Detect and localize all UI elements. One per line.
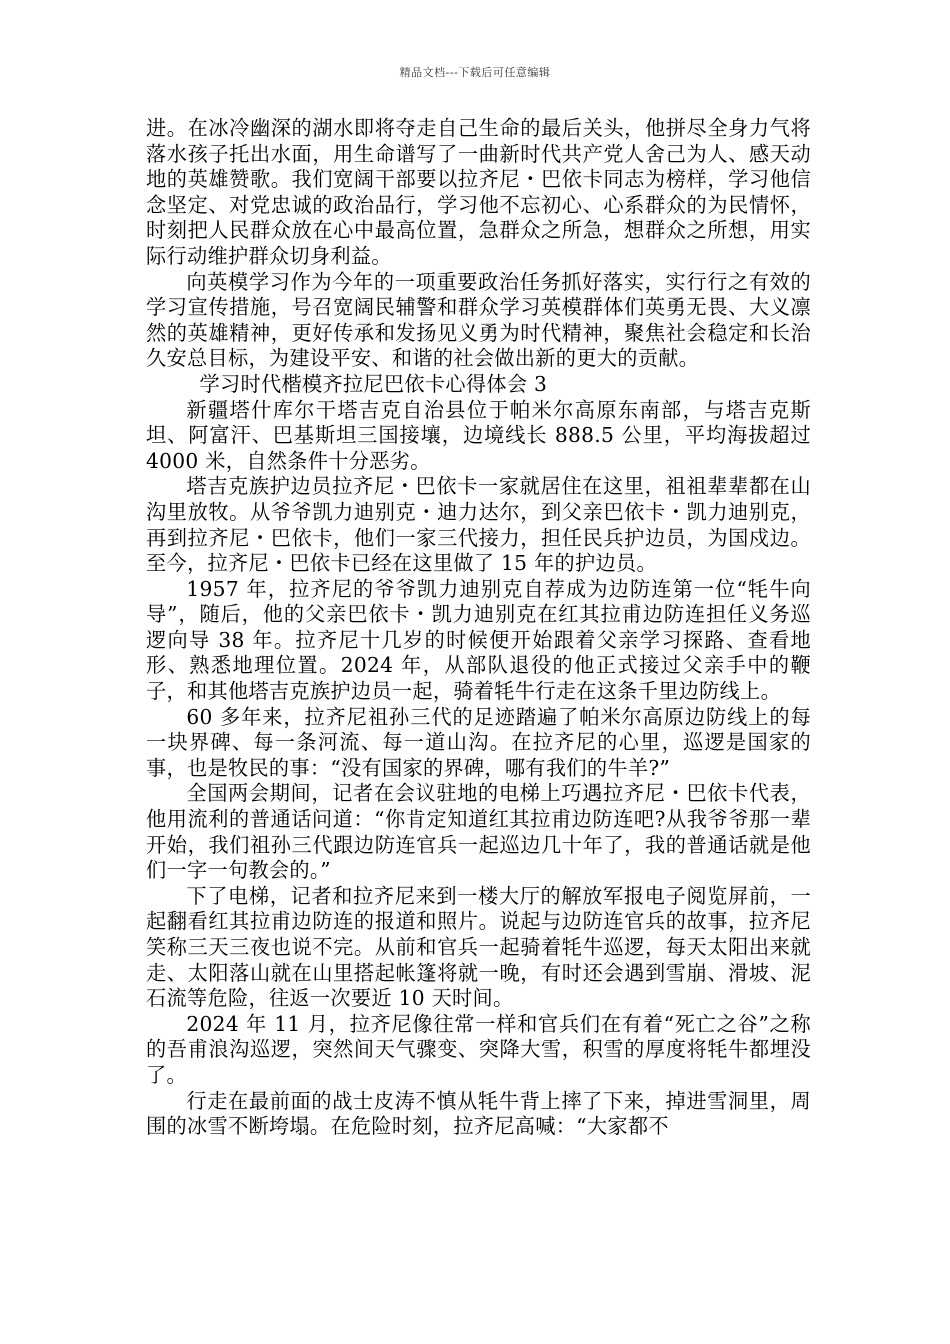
paragraph-5: 1957 年，拉齐尼的爷爷凯力迪别克自荐成为边防连第一位“牦牛向导”，随后，他的父亲巴依卡・凯力迪别克在红其拉甫边防连担任义务巡逻向导 38 年。拉齐尼十几岁的时候便开始跟着父亲学习探路、查看地形、熟悉地理位置。2024 年，从部队退役的他正式接过父亲手中的鞭子，和其他塔吉克族护边员一起，骑着牦牛行走在这条千里边防线上。 xyxy=(146,576,811,704)
section-title: 学习时代楷模齐拉尼巴依卡心得体会 3 xyxy=(199,371,548,396)
paragraph-10: 行走在最前面的战士皮涛不慎从牦牛背上摔了下来，掉进雪洞里，周围的冰雪不断垮塌。在危险时刻，拉齐尼高喊：“大家都不 xyxy=(146,1088,811,1139)
paragraph-8: 下了电梯，记者和拉齐尼来到一楼大厅的解放军报电子阅览屏前，一起翻看红其拉甫边防连的报道和照片。说起与边防连官兵的故事，拉齐尼笑称三天三夜也说不完。从前和官兵一起骑着牦牛巡逻，每天太阳出来就走、太阳落山就在山里搭起帐篷将就一晚，有时还会遇到雪崩、滑坡、泥石流等危险，往返一次要近 10 天时间。 xyxy=(146,883,811,1011)
document-body xyxy=(146,116,811,1140)
paragraph-1: 进。在冰冷幽深的湖水即将夺走自己生命的最后关头，他拼尽全身力气将落水孩子托出水面，用生命谱写了一曲新时代共产党人舍己为人、感天动地的英雄赞歌。我们宽阔干部要以拉齐尼・巴依卡同志为榜样，学习他信念坚定、对党忠诚的政治品行，学习他不忘初心、心系群众的为民情怀，时刻把人民群众放在心中最高位置，急群众之所急，想群众之所想，用实际行动维护群众切身利益。 xyxy=(146,116,811,268)
paragraph-9: 2024 年 11 月，拉齐尼像往常一样和官兵们在有着“死亡之谷”之称的吾甫浪沟巡逻，突然间天气骤变、突降大雪，积雪的厚度将牦牛都埋没了。 xyxy=(146,1011,811,1087)
paragraph-3: 新疆塔什库尔干塔吉克自治县位于帕米尔高原东南部，与塔吉克斯坦、阿富汗、巴基斯坦三国接壤，边境线长 888.5 公里，平均海拔超过 4000 米，自然条件十分恶劣。 xyxy=(146,397,811,473)
paragraph-6: 60 多年来，拉齐尼祖孙三代的足迹踏遍了帕米尔高原边防线上的每一块界碑、每一条河流、每一道山沟。在拉齐尼的心里，巡逻是国家的事，也是牧民的事：“没有国家的界碑，哪有我们的牛羊?” xyxy=(146,704,811,780)
paragraph-2: 向英模学习作为今年的一项重要政治任务抓好落实，实行行之有效的学习宣传措施，号召宽阔民辅警和群众学习英模群体们英勇无畏、大义凛然的英雄精神，更好传承和发扬见义勇为时代精神，聚焦社会稳定和长治久安总目标，为建设平安、和谐的社会做出新的更大的贡献。 xyxy=(146,269,811,371)
paragraph-7: 全国两会期间，记者在会议驻地的电梯上巧遇拉齐尼・巴依卡代表，他用流利的普通话问道：“你肯定知道红其拉甫边防连吧?从我爷爷那一辈开始，我们祖孙三代跟边防连官兵一起巡边几十年了，我的普通话就是他们一字一句教会的。” xyxy=(146,781,811,883)
page-header: 精品文档---下载后可任意编辑 xyxy=(399,66,551,79)
paragraph-4: 塔吉克族护边员拉齐尼・巴依卡一家就居住在这里，祖祖辈辈都在山沟里放牧。从爷爷凯力迪别克・迪力达尔，到父亲巴依卡・凯力迪别克，再到拉齐尼・巴依卡，他们一家三代接力，担任民兵护边员，为国戍边。至今，拉齐尼・巴依卡已经在这里做了 15 年的护边员。 xyxy=(146,474,811,576)
